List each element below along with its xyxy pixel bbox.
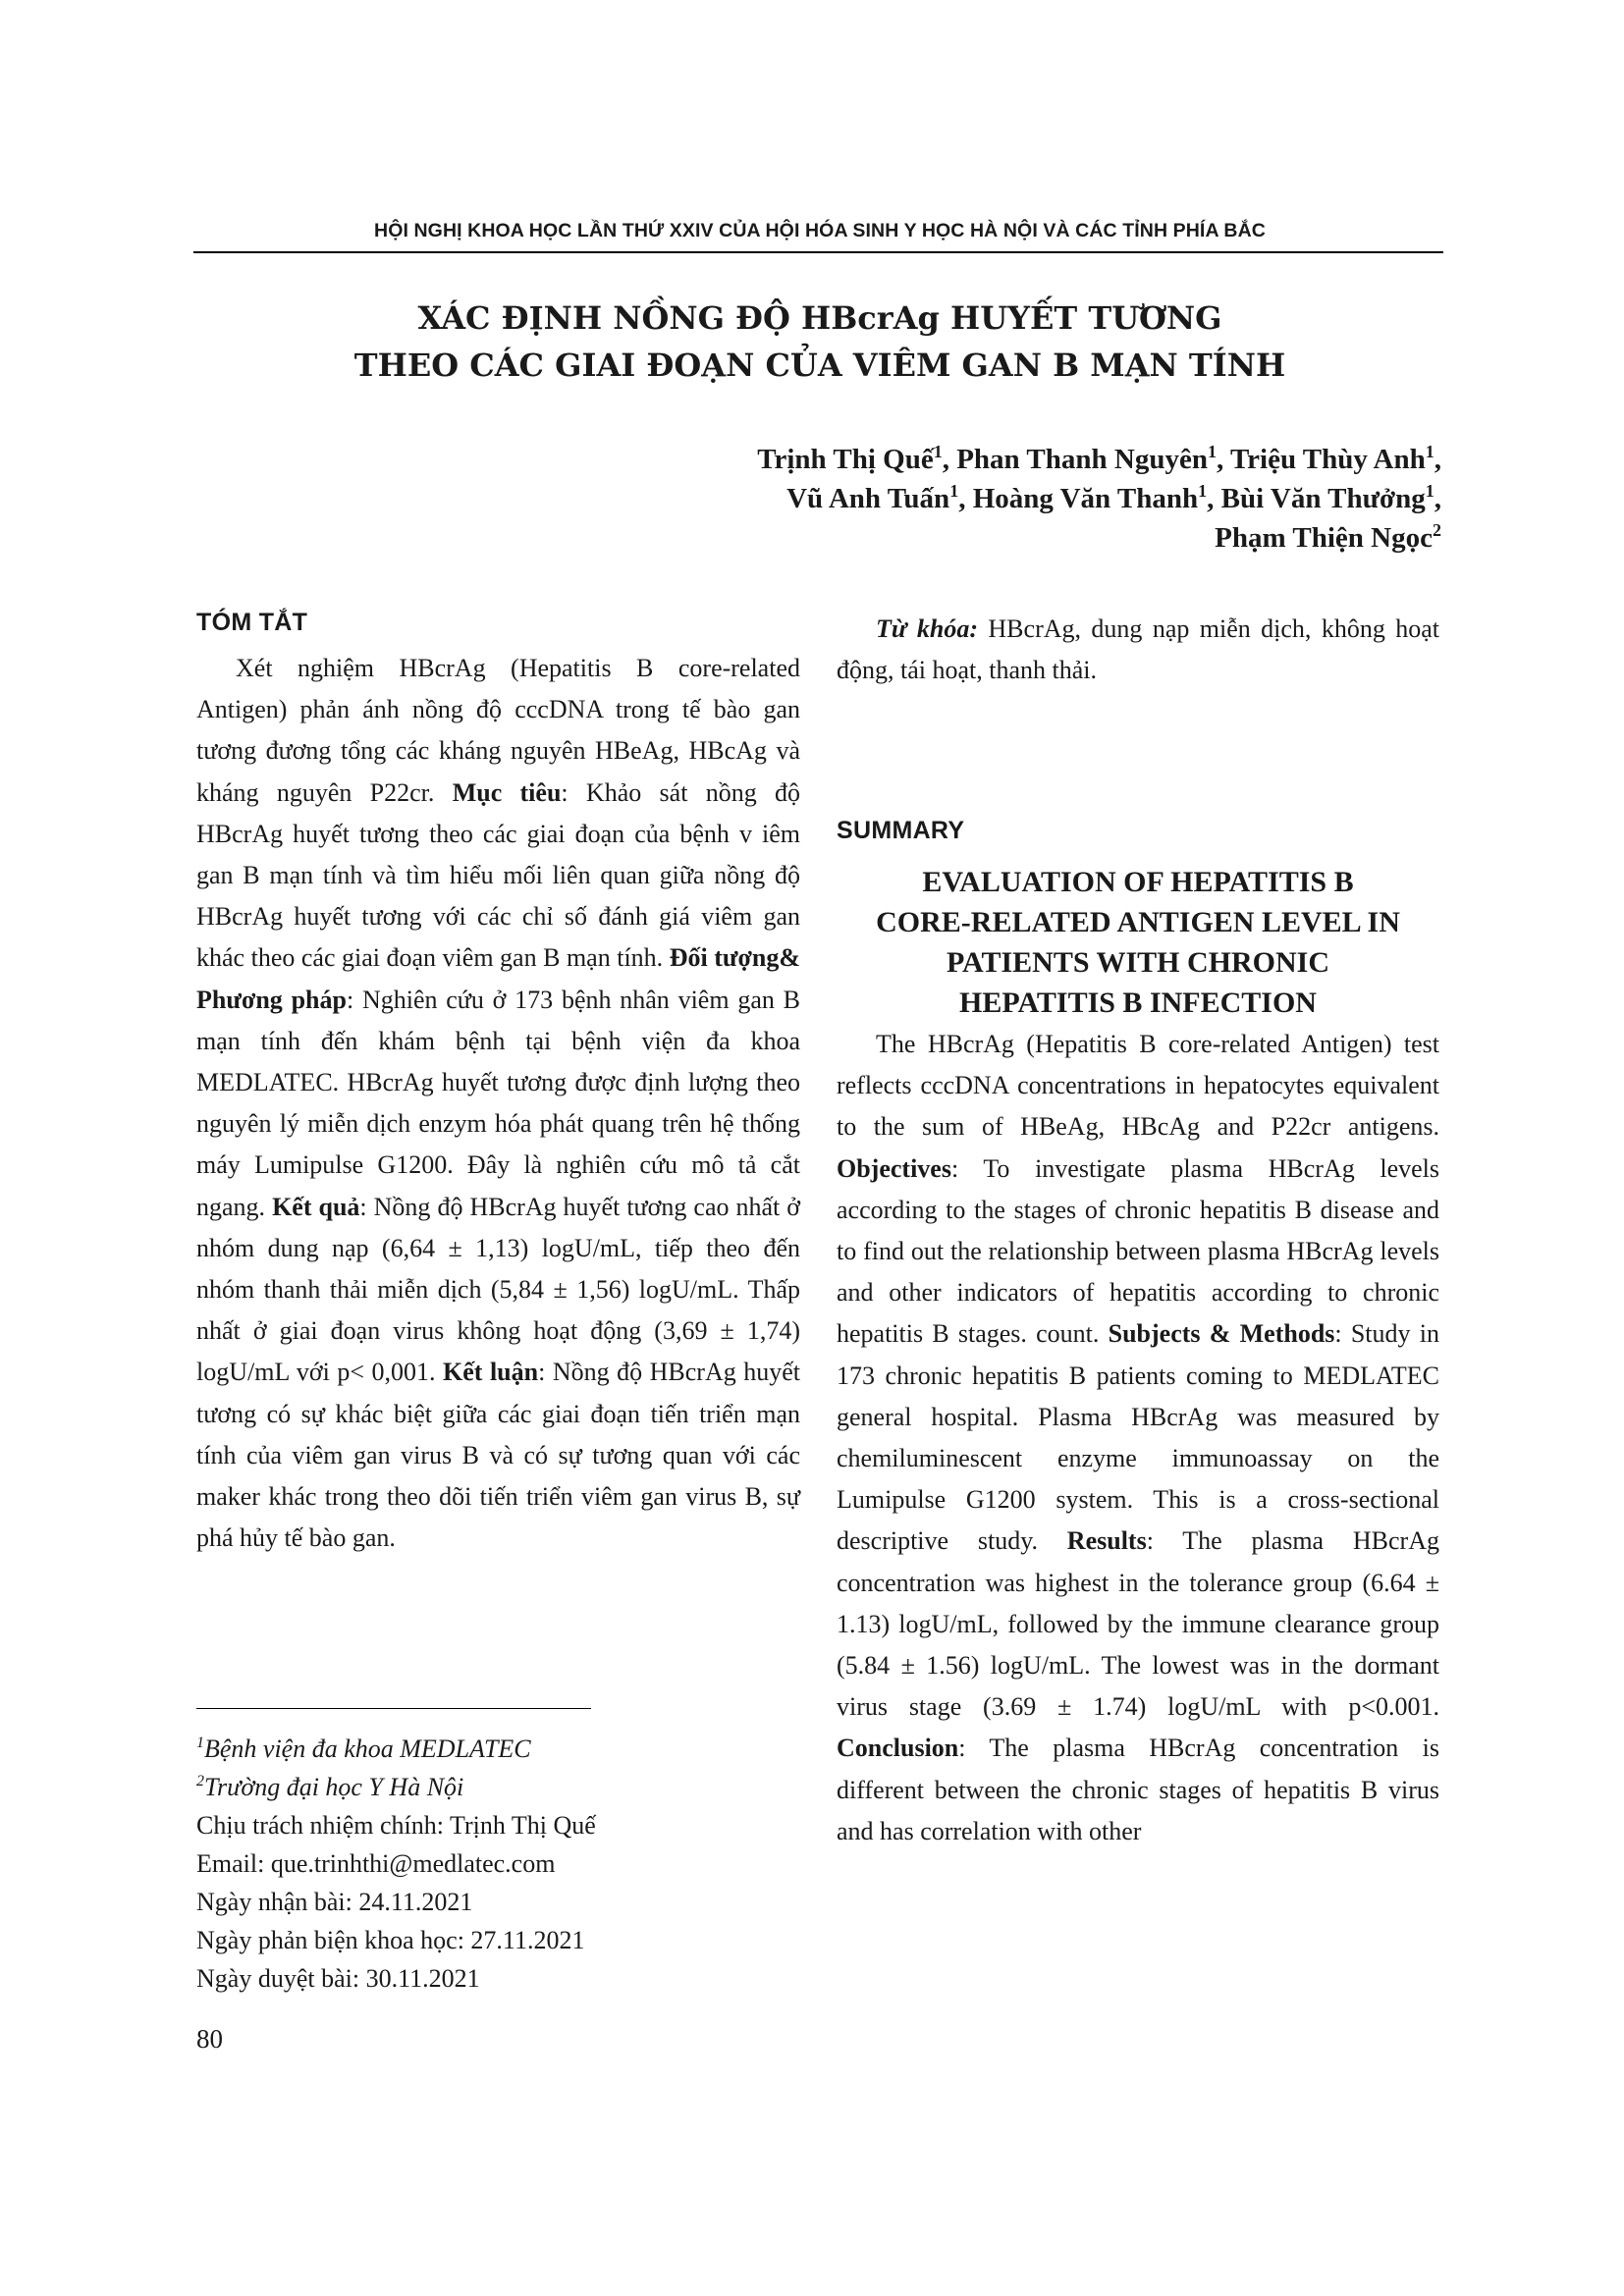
abstract-vi-text: : Nghiên cứu ở 173 bệnh nhân viêm gan B mạn tính đến khám bệnh tại bệnh viện đa khoa MEDLATEC. HBcrAg huyết tương được định lượng theo nguyên lý miễn dịch enzym hóa phát quang trên hệ thống máy Lumipulse G1200. Đây là nghiên cứu mô tả cắt ngang. xyxy=(196,985,800,1221)
abstract-vi-body xyxy=(196,648,800,1559)
objectives-label: Objectives xyxy=(837,1153,951,1183)
email-line: Email: que.trinhthi@medlatec.com xyxy=(196,1849,556,1878)
author-line-2 xyxy=(550,479,1441,518)
footnotes xyxy=(196,1730,805,1998)
paper-title-line-2: THEO CÁC GIAI ĐOẠN CỦA VIÊM GAN B MẠN TÍNH xyxy=(353,347,1286,384)
author-separator: , xyxy=(958,483,966,514)
abstract-vi-paragraph xyxy=(196,648,800,1559)
affiliation-2 xyxy=(196,1768,805,1806)
english-title-line: CORE-RELATED ANTIGEN LEVEL IN xyxy=(876,906,1400,938)
affiliation-1 xyxy=(196,1730,805,1768)
author-name: Triệu Thùy Anh xyxy=(1229,444,1426,475)
english-title xyxy=(837,862,1439,1023)
english-title-line: HEPATITIS B INFECTION xyxy=(959,987,1317,1019)
abstract-vi-text: : Nồng độ HBcrAg huyết tương cao nhất ở nhóm dung nạp (6,64 ± 1,13) logU/mL, tiếp theo đến nhóm thanh thải miễn dịch (5,84 ± 1,56) logU/mL. Thấp nhất ở giai đoạn virus không hoạt động (3,69 ± 1,74) logU/mL với p< 0,001. xyxy=(196,1192,801,1387)
affiliation-mark: 1 xyxy=(933,442,943,461)
affiliation-mark: 1 xyxy=(1425,481,1435,501)
author-name: Hoàng Văn Thanh xyxy=(972,483,1199,514)
affiliation-text: Trường đại học Y Hà Nội xyxy=(204,1773,464,1801)
affiliation-mark: 1 xyxy=(1425,442,1435,461)
accepted-date: Ngày duyệt bài: 30.11.2021 xyxy=(196,1964,480,1993)
keywords-text: HBcrAg, dung nạp miễn dịch, không hoạt động, tái hoạt, thanh thải. xyxy=(837,614,1440,685)
affiliation-mark: 1 xyxy=(1207,442,1217,461)
corresponding-author: Chịu trách nhiệm chính: Trịnh Thị Quế xyxy=(196,1811,596,1840)
abstract-vi-text: : Nồng độ HBcrAg huyết tương có sự khác biệt giữa các giai đoạn tiến triển mạn tính của viêm gan virus B và có sự tương quan với các maker khác trong theo dõi tiến triển viêm gan virus B, sự phá hủy tế bào gan. xyxy=(196,1358,800,1553)
english-title-line: PATIENTS WITH CHRONIC xyxy=(946,946,1330,979)
abstract-vi-text: Xét nghiệm HBcrAg (Hepatitis B core-related Antigen) phản ánh nồng độ cccDNA trong tế bào gan tương đương tổng các kháng nguyên HBeAg, HBcAg và kháng nguyên P22cr. xyxy=(196,654,800,807)
running-header: HỘI NGHỊ KHOA HỌC LẦN THỨ XXIV CỦA HỘI HÓA SINH Y HỌC HÀ NỘI VÀ CÁC TỈNH PHÍA BẮC xyxy=(374,220,1266,241)
author-separator: , xyxy=(942,444,949,475)
header-rule xyxy=(193,251,1443,253)
author-name: Phạm Thiện Ngọc xyxy=(1215,522,1433,554)
author-separator: , xyxy=(1216,444,1224,475)
author-separator: , xyxy=(1207,483,1215,514)
summary-en-text: : Study in 173 chronic hepatitis B patients coming to MEDLATEC general hospital. Plasma HBcrAg was measured by chemiluminescent enzyme immunoassay on the Lumipulse G1200 system. This is a cross-sectional descriptive study. xyxy=(837,1319,1439,1556)
summary-en-text: : The plasma HBcrAg concentration was highest in the tolerance group (6.64 ± 1.13) logU/mL, followed by the immune clearance group (5.84 ± 1.56) logU/mL. The lowest was in the dormant virus stage (3.69 ± 1.74) logU/mL with p<0.001. xyxy=(837,1526,1439,1722)
author-line-3 xyxy=(550,518,1441,558)
author-name: Vũ Anh Tuấn xyxy=(786,483,950,514)
abstract-vi-continued xyxy=(837,609,1439,691)
affiliation-mark: 1 xyxy=(949,481,959,501)
author-list xyxy=(550,440,1441,558)
author-name: Bùi Văn Thưởng xyxy=(1220,483,1426,514)
affiliation-mark: 2 xyxy=(1433,520,1441,540)
paper-title-line-1: XÁC ĐỊNH NỒNG ĐỘ HBcrAg HUYẾT TƯƠNG xyxy=(417,299,1222,337)
abstract-vi-text: : Khảo sát nồng độ HBcrAg huyết tương theo các giai đoạn của bệnh v iêm gan B mạn tính và tìm hiểu mối liên quan giữa nồng độ HBcrAg huyết tương với các chỉ số đánh giá viêm gan khác theo các giai đoạn viêm gan B mạn tính. xyxy=(196,777,800,973)
author-separator: , xyxy=(1434,444,1441,475)
affiliation-text: Bệnh viện đa khoa MEDLATEC xyxy=(204,1735,531,1763)
author-separator: , xyxy=(1434,483,1441,514)
objective-label: Mục tiêu xyxy=(452,777,562,807)
reviewed-date: Ngày phản biện khoa học: 27.11.2021 xyxy=(196,1926,585,1954)
summary-en-text: : To investigate plasma HBcrAg levels according to the stages of chronic hepatitis B disease and to find out the relationship between plasma HBcrAg levels and other indicators of hepatitis according to chronic hepatitis B stages. count. xyxy=(837,1153,1439,1349)
conclusion-label: Conclusion xyxy=(837,1734,959,1763)
author-name: Trịnh Thị Quế xyxy=(757,444,934,475)
affiliation-mark: 1 xyxy=(1198,481,1208,501)
author-line-1 xyxy=(550,440,1441,479)
page-number: 80 xyxy=(196,2024,223,2054)
received-date: Ngày nhận bài: 24.11.2021 xyxy=(196,1888,473,1916)
methods-label: Subjects & Methods xyxy=(1108,1319,1335,1349)
results-label: Kết quả xyxy=(272,1192,360,1221)
author-name: Phan Thanh Nguyên xyxy=(956,444,1208,475)
methods-label: Đối tượng& Phương pháp xyxy=(196,943,800,1014)
footnote-rule xyxy=(196,1708,591,1709)
conclusion-label: Kết luận xyxy=(443,1358,539,1387)
summary-en-text: The HBcrAg (Hepatitis B core-related Antigen) test reflects cccDNA concentrations in hepatocytes equivalent to the sum of HBeAg, HBcAg and P22cr antigens. xyxy=(837,1030,1439,1142)
affiliation-mark: 2 xyxy=(196,1773,204,1789)
paper-title xyxy=(196,294,1443,389)
summary-en-paragraph xyxy=(837,1024,1439,1852)
abstract-heading: TÓM TẮT xyxy=(196,609,308,636)
summary-en-text: : The plasma HBcrAg concentration is different between the chronic stages of hepatitis B virus and has correlation with other xyxy=(837,1734,1439,1845)
keywords-paragraph xyxy=(837,609,1439,691)
affiliation-mark: 1 xyxy=(196,1735,204,1751)
english-title-line: EVALUATION OF HEPATITIS B xyxy=(922,866,1354,898)
summary-en-body xyxy=(837,1024,1439,1852)
keywords-label: Từ khóa: xyxy=(876,614,978,643)
results-label: Results xyxy=(1066,1526,1147,1556)
summary-heading: SUMMARY xyxy=(837,817,965,844)
